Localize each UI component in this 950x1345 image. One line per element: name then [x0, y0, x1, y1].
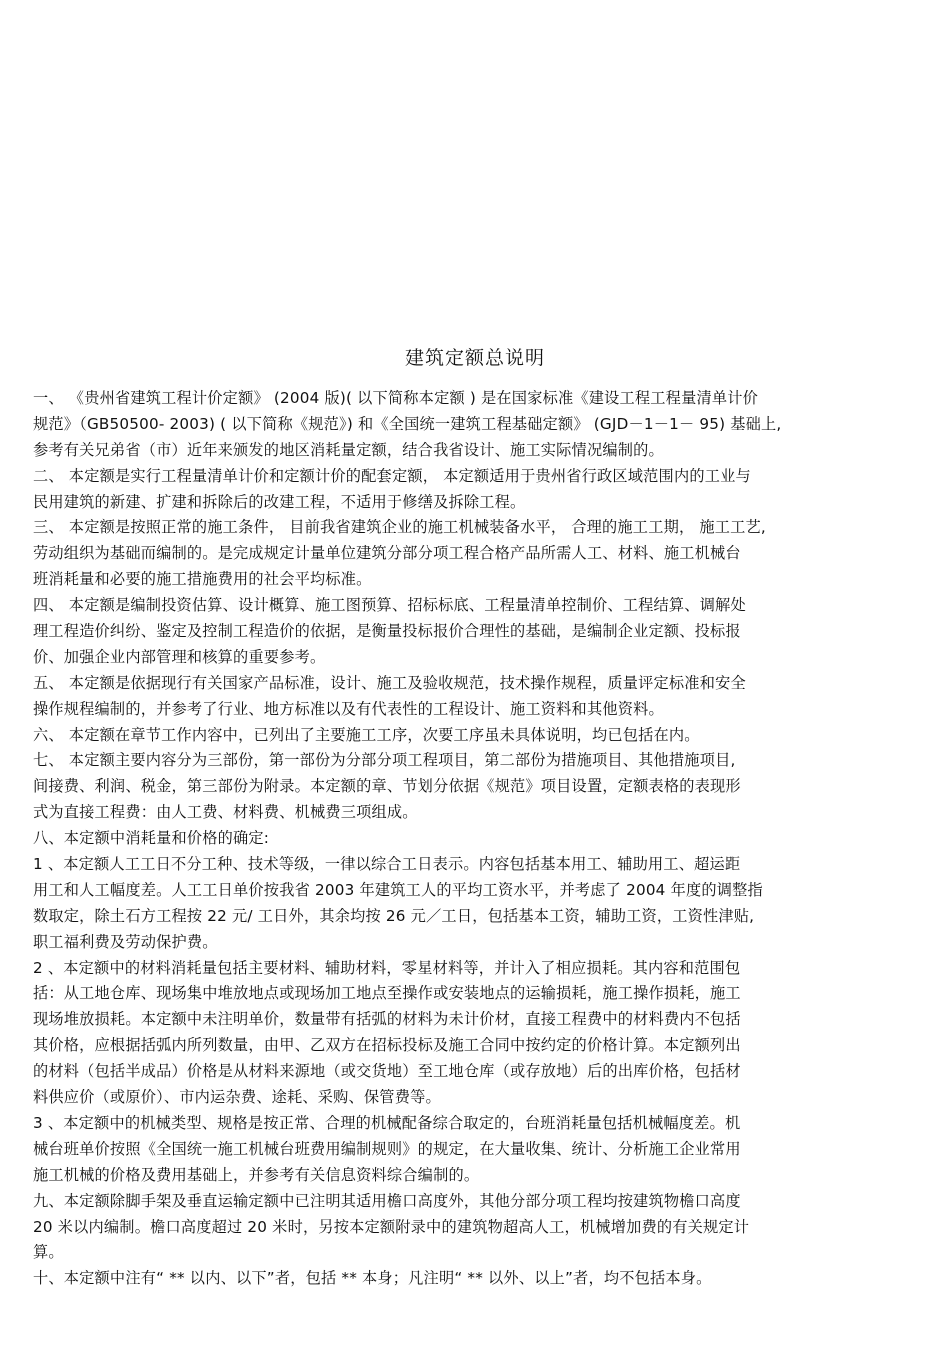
text-line: 算。 — [33, 1243, 64, 1262]
text-line: 七、 本定额主要内容分为三部份，第一部份为分部分项工程项目，第二部份为措施项目、其他措施项目, — [33, 751, 736, 770]
text-line: 班消耗量和必要的施工措施费用的社会平均标准。 — [33, 570, 372, 589]
text-line: 九、本定额除脚手架及垂直运输定额中已注明其适用檐口高度外，其他分部分项工程均按建筑物檐口高度 — [33, 1191, 741, 1210]
text-line: 数取定，除土石方工程按 22 元/ 工日外，其余均按 26 元／工日，包括基本工资，辅助工资，工资性津贴, — [33, 906, 755, 925]
text-line: 间接费、利润、税金，第三部份为附录。本定额的章、节划分依据《规范》项目设置，定额表格的表现形 — [33, 777, 741, 796]
text-line: 其价格，应根据括弧内所列数量，由甲、乙双方在招标投标及施工合同中按约定的价格计算。本定额列出 — [33, 1036, 741, 1055]
text-line: 三、 本定额是按照正常的施工条件， 目前我省建筑企业的施工机械装备水平， 合理的施工工期， 施工工艺, — [33, 518, 766, 537]
text-line: 五、 本定额是依据现行有关国家产品标准，设计、施工及验收规范，技术操作规程，质量评定标准和安全 — [33, 673, 746, 692]
text-line: 1 、本定额人工工日不分工种、技术等级，一律以综合工日表示。内容包括基本用工、辅助用工、超运距 — [33, 855, 741, 874]
text-line: 料供应价（或原价）、市内运杂费、途耗、采购、保管费等。 — [33, 1088, 441, 1107]
text-line: 民用建筑的新建、扩建和拆除后的改建工程，不适用于修缮及拆除工程。 — [33, 492, 526, 511]
text-line: 施工机械的价格及费用基础上，并参考有关信息资料综合编制的。 — [33, 1165, 480, 1184]
text-line: 价、加强企业内部管理和核算的重要参考。 — [33, 647, 326, 666]
text-line: 括：从工地仓库、现场集中堆放地点或现场加工地点至操作或安装地点的运输损耗，施工操作损耗，施工 — [33, 984, 741, 1003]
text-line: 二、 本定额是实行工程量清单计价和定额计价的配套定额， 本定额适用于贵州省行政区域范围内的工业与 — [33, 466, 751, 485]
text-line: 劳动组织为基础而编制的。是完成规定计量单位建筑分部分项工程合格产品所需人工、材料、施工机械台 — [33, 544, 741, 563]
text-line: 械台班单价按照《全国统一施工机械台班费用编制规则》的规定，在大量收集、统计、分析施工企业常用 — [33, 1139, 741, 1158]
document-title: 建筑定额总说明 — [404, 347, 545, 369]
text-line: 20 米以内编制。檐口高度超过 20 米时，另按本定额附录中的建筑物超高人工，机械增加费的有关规定计 — [33, 1217, 750, 1236]
text-line: 四、 本定额是编制投资估算、设计概算、施工图预算、招标标底、工程量清单控制价、工程结算、调解处 — [33, 596, 746, 615]
text-line: 一、 《贵州省建筑工程计价定额》 (2004 版)( 以下简称本定额 ) 是在国家标准《建设工程工程量清单计价 — [33, 389, 759, 407]
text-line: 2 、本定额中的材料消耗量包括主要材料、辅助材料，零星材料等，并计入了相应损耗。其内容和范围包 — [33, 958, 741, 977]
text-line: 现场堆放损耗。本定额中未注明单价，数量带有括弧的材料为未计价材，直接工程费中的材料费内不包括 — [33, 1010, 741, 1029]
document-body — [33, 386, 918, 1292]
text-line: 用工和人工幅度差。人工工日单价按我省 2003 年建筑工人的平均工资水平，并考虑了 2004 年度的调整指 — [33, 880, 763, 899]
text-line: 六、 本定额在章节工作内容中，已列出了主要施工工序，次要工序虽未具体说明，均已包括在内。 — [33, 725, 700, 744]
text-line: 操作规程编制的，并参考了行业、地方标准以及有代表性的工程设计、施工资料和其他资料。 — [33, 699, 664, 718]
text-line: 职工福利费及劳动保护费。 — [33, 932, 218, 951]
text-line: 3 、本定额中的机械类型、规格是按正常、合理的机械配备综合取定的，台班消耗量包括机械幅度差。机 — [33, 1113, 741, 1132]
text-line: 十、本定额中注有“ ** 以内、以下”者，包括 ** 本身；凡注明“ ** 以外、以上”者，均不包括本身。 — [33, 1269, 712, 1288]
text-line: 的材料（包括半成品）价格是从材料来源地（或交货地）至工地仓库（或存放地）后的出库价格，包括材 — [33, 1062, 741, 1081]
text-line: 八、本定额中消耗量和价格的确定: — [33, 829, 270, 848]
text-line: 式为直接工程费：由人工费、材料费、机械费三项组成。 — [33, 803, 418, 822]
text-line: 参考有关兄弟省（市）近年来颁发的地区消耗量定额，结合我省设计、施工实际情况编制的。 — [33, 440, 664, 459]
text-line: 理工程造价纠纷、鉴定及控制工程造价的依据，是衡量投标报价合理性的基础，是编制企业定额、投标报 — [33, 622, 741, 641]
text-line: 规范》（GB50500- 2003) ( 以下简称《规范》) 和《全国统一建筑工程基础定额》 (GJD－1－1－ 95) 基础上, — [33, 414, 782, 433]
